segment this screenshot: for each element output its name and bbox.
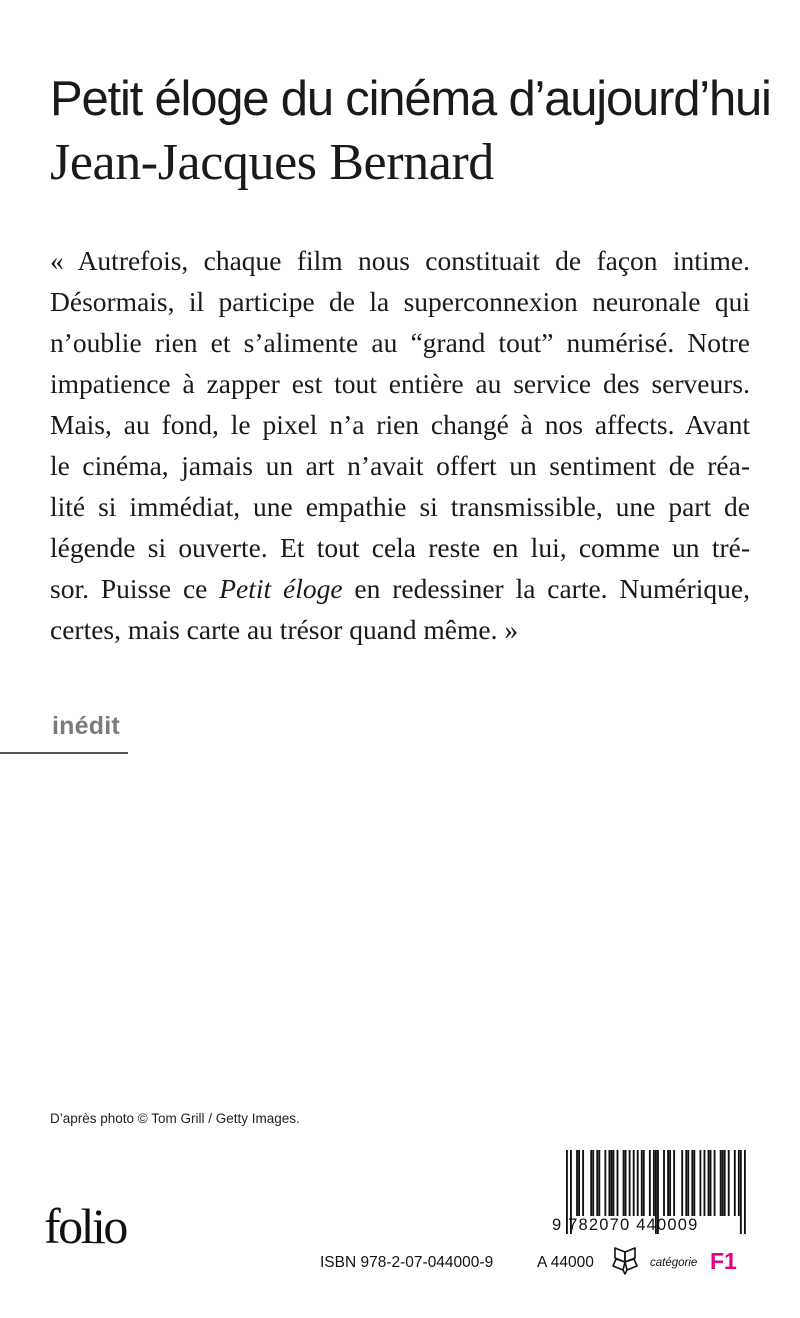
folio-logo: folio <box>44 1198 126 1254</box>
barcode-bar <box>617 1150 619 1216</box>
blurb-text: en redessiner la carte. Numérique, <box>342 573 750 604</box>
blurb-line: lité si immédiat, une empathie si transmissible, une part de <box>50 491 750 522</box>
barcode-bar <box>693 1150 695 1216</box>
blurb-line: « Autrefois, chaque film nous constituait de façon intime. <box>50 245 750 276</box>
blurb-text: sor. Puisse ce <box>50 573 220 604</box>
book-title: Petit éloge du cinéma d’aujourd’hui <box>50 72 771 126</box>
barcode-bar <box>629 1150 631 1216</box>
barcode-bar <box>649 1150 651 1216</box>
barcode-bar <box>738 1150 740 1216</box>
photo-credit: D’après photo © Tom Grill / Getty Images. <box>50 1111 300 1126</box>
barcode-bar <box>720 1150 722 1216</box>
price-code: A 44000 <box>537 1254 594 1271</box>
barcode-bar <box>625 1150 627 1216</box>
barcode-bar <box>704 1150 706 1216</box>
barcode-bar <box>667 1150 669 1216</box>
barcode-bar <box>722 1150 724 1216</box>
book-author: Jean-Jacques Bernard <box>50 134 494 191</box>
barcode-bar <box>633 1150 635 1216</box>
category-code: F1 <box>710 1248 737 1274</box>
inedit-tag: inédit <box>52 712 120 740</box>
blurb-last-line: certes, mais carte au trésor quand même. » <box>50 614 519 645</box>
barcode-bar <box>592 1150 594 1216</box>
barcode-bar <box>724 1150 726 1216</box>
blurb-line: le cinéma, jamais un art n’avait offert un sentiment de réa- <box>50 450 750 481</box>
categorie-label: catégorie <box>650 1257 698 1269</box>
barcode-bar <box>604 1150 606 1216</box>
barcode-bar <box>623 1150 625 1216</box>
barcode-bar <box>681 1150 683 1216</box>
barcode-digits: 9 782070 440009 <box>552 1216 699 1234</box>
barcode-bar <box>710 1150 712 1216</box>
barcode-bar <box>641 1150 643 1216</box>
blurb-line-with-italic <box>50 568 750 609</box>
barcode-bar <box>590 1150 592 1216</box>
barcode-bar <box>576 1150 578 1216</box>
barcode-bar <box>653 1150 655 1216</box>
footer-line <box>320 1248 750 1276</box>
barcode-bar <box>669 1150 671 1216</box>
barcode-bar <box>608 1150 610 1216</box>
open-book-icon <box>611 1246 639 1276</box>
blurb-italic-title: Petit éloge <box>219 573 343 604</box>
barcode-bar <box>734 1150 736 1216</box>
barcode-bar <box>663 1150 665 1216</box>
blurb-line: légende si ouverte. Et tout cela reste en lui, comme un tré- <box>50 532 750 563</box>
barcode-bar <box>685 1150 687 1216</box>
barcode-bar <box>610 1150 612 1216</box>
barcode-bar <box>578 1150 580 1216</box>
barcode-bar <box>708 1150 710 1216</box>
barcode-bar <box>673 1150 675 1216</box>
barcode-bar <box>613 1150 615 1216</box>
blurb-line: impatience à zapper est tout entière au service des serveurs. <box>50 368 750 399</box>
barcode-bar <box>598 1150 600 1216</box>
barcode-bar <box>643 1150 645 1216</box>
back-cover-blurb <box>50 240 750 650</box>
barcode-bar <box>596 1150 598 1216</box>
barcode-bar <box>714 1150 716 1216</box>
isbn-number: ISBN 978-2-07-044000-9 <box>320 1254 494 1271</box>
inedit-underline <box>0 752 128 754</box>
blurb-line: n’oublie rien et s’alimente au “grand tout” numérisé. Notre <box>50 327 750 358</box>
barcode-bar <box>582 1150 584 1216</box>
blurb-line: Désormais, il participe de la superconnexion neuronale qui <box>50 286 750 317</box>
barcode-bar <box>728 1150 730 1216</box>
barcode-bar <box>691 1150 693 1216</box>
barcode-bar <box>637 1150 639 1216</box>
barcode-bar <box>699 1150 701 1216</box>
blurb-line: Mais, au fond, le pixel n’a rien changé à nos affects. Avant <box>50 409 750 440</box>
barcode-bar <box>687 1150 689 1216</box>
